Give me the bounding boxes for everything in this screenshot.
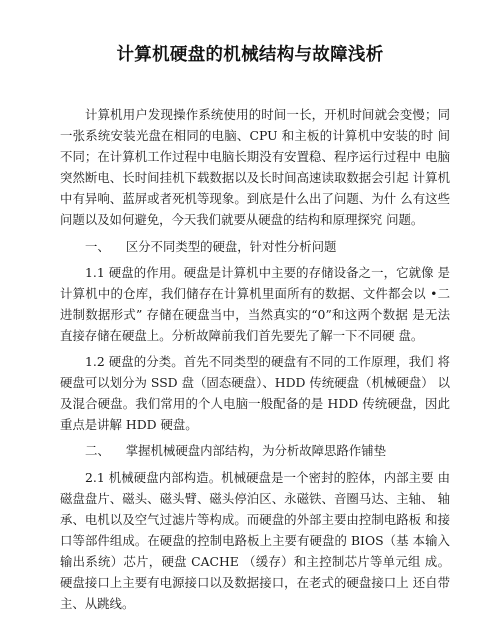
intro-paragraph: 计算机用户发现操作系统使用的时间一长，开机时间就会变慢；同一张系统安装光盘在相同的电脑、CPU 和主板的计算机中安装的时 间不同；在计算机工作过程中电脑长期没有安置稳、程序运行过程中 电脑突然断电、长时间挂机下载数据以及长时间高速读取数据会引起 计算机中有异响、蓝屏或者死机等现象。到底是什么出了问题、为什 么有这些问题以及如何避免，今天我们就要从硬盘的结构和原理探究 问题。: [60, 107, 450, 228]
document-body: [60, 104, 450, 619]
document-title: 计算机硬盘的机械结构与故障浅析: [116, 45, 384, 65]
paragraph-2-1: 2.1 机械硬盘内部构造。机械硬盘是一个密封的腔体，内部主要 由磁盘盘片、磁头、磁头臂、磁头停泊区、永磁铁、音圈马达、主轴、 轴承、电机以及空气过滤片等构成。而硬盘的外部主要由控制电路板 和接口等部件组成。在硬盘的控制电路板上主要有硬盘的 BIOS（基 本输入输出系统）芯片，硬盘 CACHE （缓存）和主控制芯片等单元组 成。硬盘接口上主要有电源接口以及数据接口，在老式的硬盘接口上 还自带主、从跳线。: [60, 469, 450, 612]
section-heading-2-text: 掌握机械硬盘内部结构，为分析故障思路作铺垫: [125, 443, 386, 459]
paragraph-1-1: 1.1 硬盘的作用。硬盘是计算机中主要的存储设备之一，它就像 是计算机中的仓库，我们储存在计算机里面所有的数据、文件都会以 •二进制数据形式” 存储在硬盘当中，当然真实的“0”和这两个数据 是无法直接存储在硬盘上。分析故障前我们首先要先了解一下不同硬 盘。: [60, 264, 450, 343]
section-heading-1-number: 一、: [85, 238, 110, 254]
paragraph-1-2: 1.2 硬盘的分类。首先不同类型的硬盘有不同的工作原理，我们 将硬盘可以划分为 SSD 盘（固态硬盘）、HDD 传统硬盘（机械硬盘） 以及混合硬盘。我们常用的个人电脑一般配备的是 HDD 传统硬盘，因此重点是讲解 HDD 硬盘。: [60, 354, 450, 433]
section-heading-1: [60, 236, 450, 257]
section-heading-2: [60, 440, 450, 461]
section-heading-1-text: 区分不同类型的硬盘，针对性分析问题: [125, 238, 337, 254]
section-heading-2-number: 二、: [85, 443, 110, 459]
